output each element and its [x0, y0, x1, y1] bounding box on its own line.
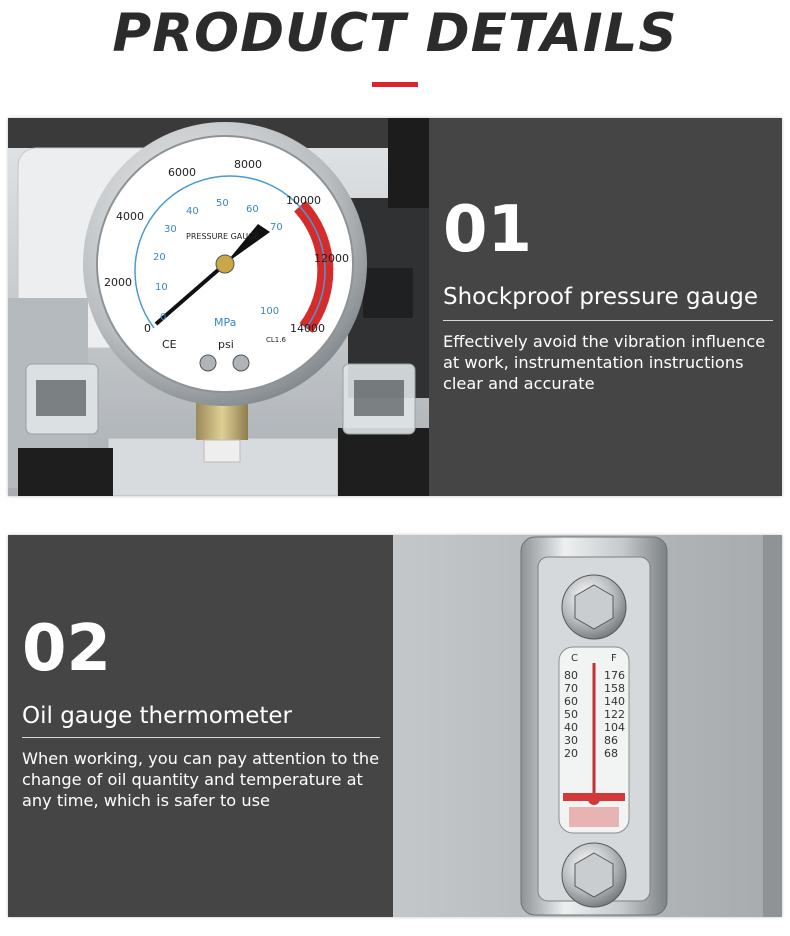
thermo-c-60: 60 [564, 695, 578, 708]
thermo-c-20: 20 [564, 747, 578, 760]
gauge-outer-2000: 2000 [104, 276, 132, 289]
gauge-outer-4000: 4000 [116, 210, 144, 223]
feature-description: When working, you can pay attention to the change of oil quantity and temperature at any time, which is safer to use [22, 749, 380, 810]
thermo-c-70: 70 [564, 682, 578, 695]
feature-panel-02 [8, 535, 393, 917]
gauge-outer-10000: 10000 [286, 194, 321, 207]
thermo-f-158: 158 [604, 682, 625, 695]
gauge-inner-40: 40 [186, 206, 199, 217]
title-underline [372, 82, 418, 87]
gauge-inner-30: 30 [164, 224, 177, 235]
thermo-celsius-label: C [571, 653, 578, 664]
gauge-inner-50: 50 [216, 198, 229, 209]
gauge-inner-100: 100 [260, 306, 280, 317]
thermo-fahrenheit-label: F [611, 653, 617, 664]
feature-number: 02 [22, 612, 112, 686]
thermo-f-86: 86 [604, 734, 618, 747]
gauge-outer-0: 0 [144, 322, 151, 335]
thermo-f-176: 176 [604, 669, 625, 682]
feature-panel-01 [429, 118, 782, 496]
thermometer-scale-labels [393, 535, 782, 917]
thermo-f-104: 104 [604, 721, 625, 734]
thermo-c-40: 40 [564, 721, 578, 734]
feature-description: Effectively avoid the vibration influence at work, instrumentation instructions clear and accurate [443, 332, 766, 393]
gauge-inner-90: 90 [278, 280, 291, 291]
gauge-unit-mpa: MPa [214, 316, 237, 329]
feature-number: 01 [443, 193, 533, 267]
oil-gauge-thermometer-photo [393, 535, 782, 917]
gauge-ce-mark: CE [162, 338, 177, 351]
gauge-inner-70: 70 [270, 222, 283, 233]
gauge-inner-20: 20 [153, 252, 166, 263]
gauge-unit-psi: psi [218, 338, 234, 351]
gauge-outer-6000: 6000 [168, 166, 196, 179]
feature-card-oil-gauge-thermometer [8, 535, 782, 917]
feature-card-pressure-gauge [8, 118, 782, 496]
gauge-inner-60: 60 [246, 204, 259, 215]
thermo-c-80: 80 [564, 669, 578, 682]
gauge-inner-0: 0 [160, 312, 167, 323]
divider [22, 737, 380, 738]
feature-heading: Oil gauge thermometer [22, 703, 292, 729]
gauge-outer-8000: 8000 [234, 158, 262, 171]
gauge-outer-12000: 12000 [314, 252, 349, 265]
thermo-c-50: 50 [564, 708, 578, 721]
gauge-label: PRESSURE GAUGE [186, 232, 260, 241]
thermo-c-30: 30 [564, 734, 578, 747]
page-title: PRODUCT DETAILS [112, 3, 678, 64]
gauge-inner-10: 10 [155, 282, 168, 293]
gauge-class-mark: CL1.6 [266, 336, 286, 344]
thermo-f-140: 140 [604, 695, 625, 708]
thermo-f-68: 68 [604, 747, 618, 760]
gauge-scale-labels [8, 118, 429, 496]
pressure-gauge-photo [8, 118, 429, 496]
divider [443, 320, 773, 321]
thermo-f-122: 122 [604, 708, 625, 721]
gauge-inner-80: 80 [280, 252, 293, 263]
feature-heading: Shockproof pressure gauge [443, 284, 758, 310]
gauge-outer-14000: 14000 [290, 322, 325, 335]
